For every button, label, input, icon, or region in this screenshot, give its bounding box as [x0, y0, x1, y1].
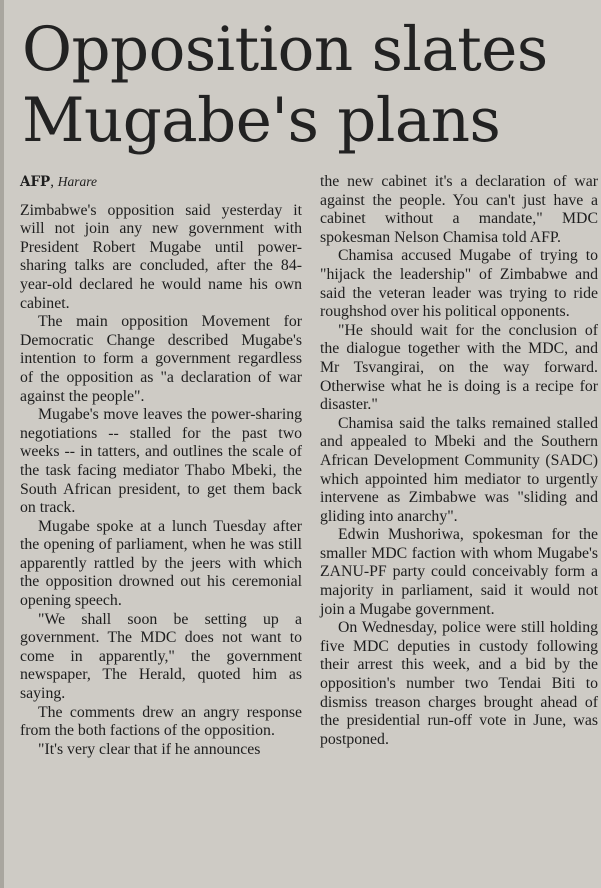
byline-place: Harare — [57, 174, 97, 189]
article-column-right — [320, 173, 598, 749]
paragraph: Mugabe spoke at a lunch Tuesday after the opening of parliament, when he was still apparently rattled by the jeers with which the opposition drowned out his ceremonial opening speech. — [20, 517, 302, 610]
paragraph: "It's very clear that if he announces — [38, 740, 261, 758]
paragraph: Mugabe's move leaves the power-sharing negotiations -- stalled for the past two weeks -- in tatters, and outlines the scale of the task facing mediator Thabo Mbeki, the South African president, to get them back on track. — [20, 406, 302, 517]
byline-agency: AFP — [20, 174, 51, 190]
paragraph: "He should wait for the conclusion of the dialogue together with the MDC, and Mr Tsvangirai, on the way forward. Otherwise what he is doing is a recipe for disaster." — [320, 321, 598, 414]
paragraph: Zimbabwe's opposition said yesterday it will not join any new government with President Robert Mugabe until power-sharing talks are concluded, after the 84-year-old declared he would name his own cabinet. — [20, 201, 302, 312]
paragraph: the new cabinet it's a declaration of war against the people. You can't just have a cabinet without a mandate," MDC spokesman Nelson Chamisa told AFP. — [320, 173, 598, 246]
paragraph: Chamisa accused Mugabe of trying to "hijack the leadership" of Zimbabwe and said the veteran leader was trying to ride roughshod over his political opponents. — [320, 247, 598, 321]
paragraph: Chamisa said the talks remained stalled and appealed to Mbeki and the Southern African Development Community (SADC) which appointed him mediator to urgently intervene as Zimbabwe was "sliding and gliding into anarchy". — [320, 414, 598, 525]
paragraph: On Wednesday, police were still holding five MDC deputies in custody following their arrest this week, and a bid by the opposition's number two Tendai Biti to dismiss treason charges brought ahead of the presidential run-off vote in June, was postponed. — [320, 619, 598, 748]
headline: Opposition slates Mugabe's plans — [22, 14, 548, 156]
paragraph: The main opposition Movement for Democratic Change described Mugabe's intention to form a government regardless of the opposition as "a declaration of war against the people". — [20, 313, 302, 405]
byline: AFP, Harare — [20, 174, 97, 190]
paragraph: "We shall soon be setting up a government. The MDC does not want to come in apparently," the government newspaper, The Herald, quoted him as saying. — [20, 610, 302, 703]
paragraph: Edwin Mushoriwa, spokesman for the smaller MDC faction with whom Mugabe's ZANU-PF party could conceivably form a majority in parliament, said it would not join a Mugabe government. — [320, 526, 598, 618]
article-column-left — [20, 173, 302, 759]
paragraph: The comments drew an angry response from the both factions of the opposition. — [20, 703, 302, 740]
